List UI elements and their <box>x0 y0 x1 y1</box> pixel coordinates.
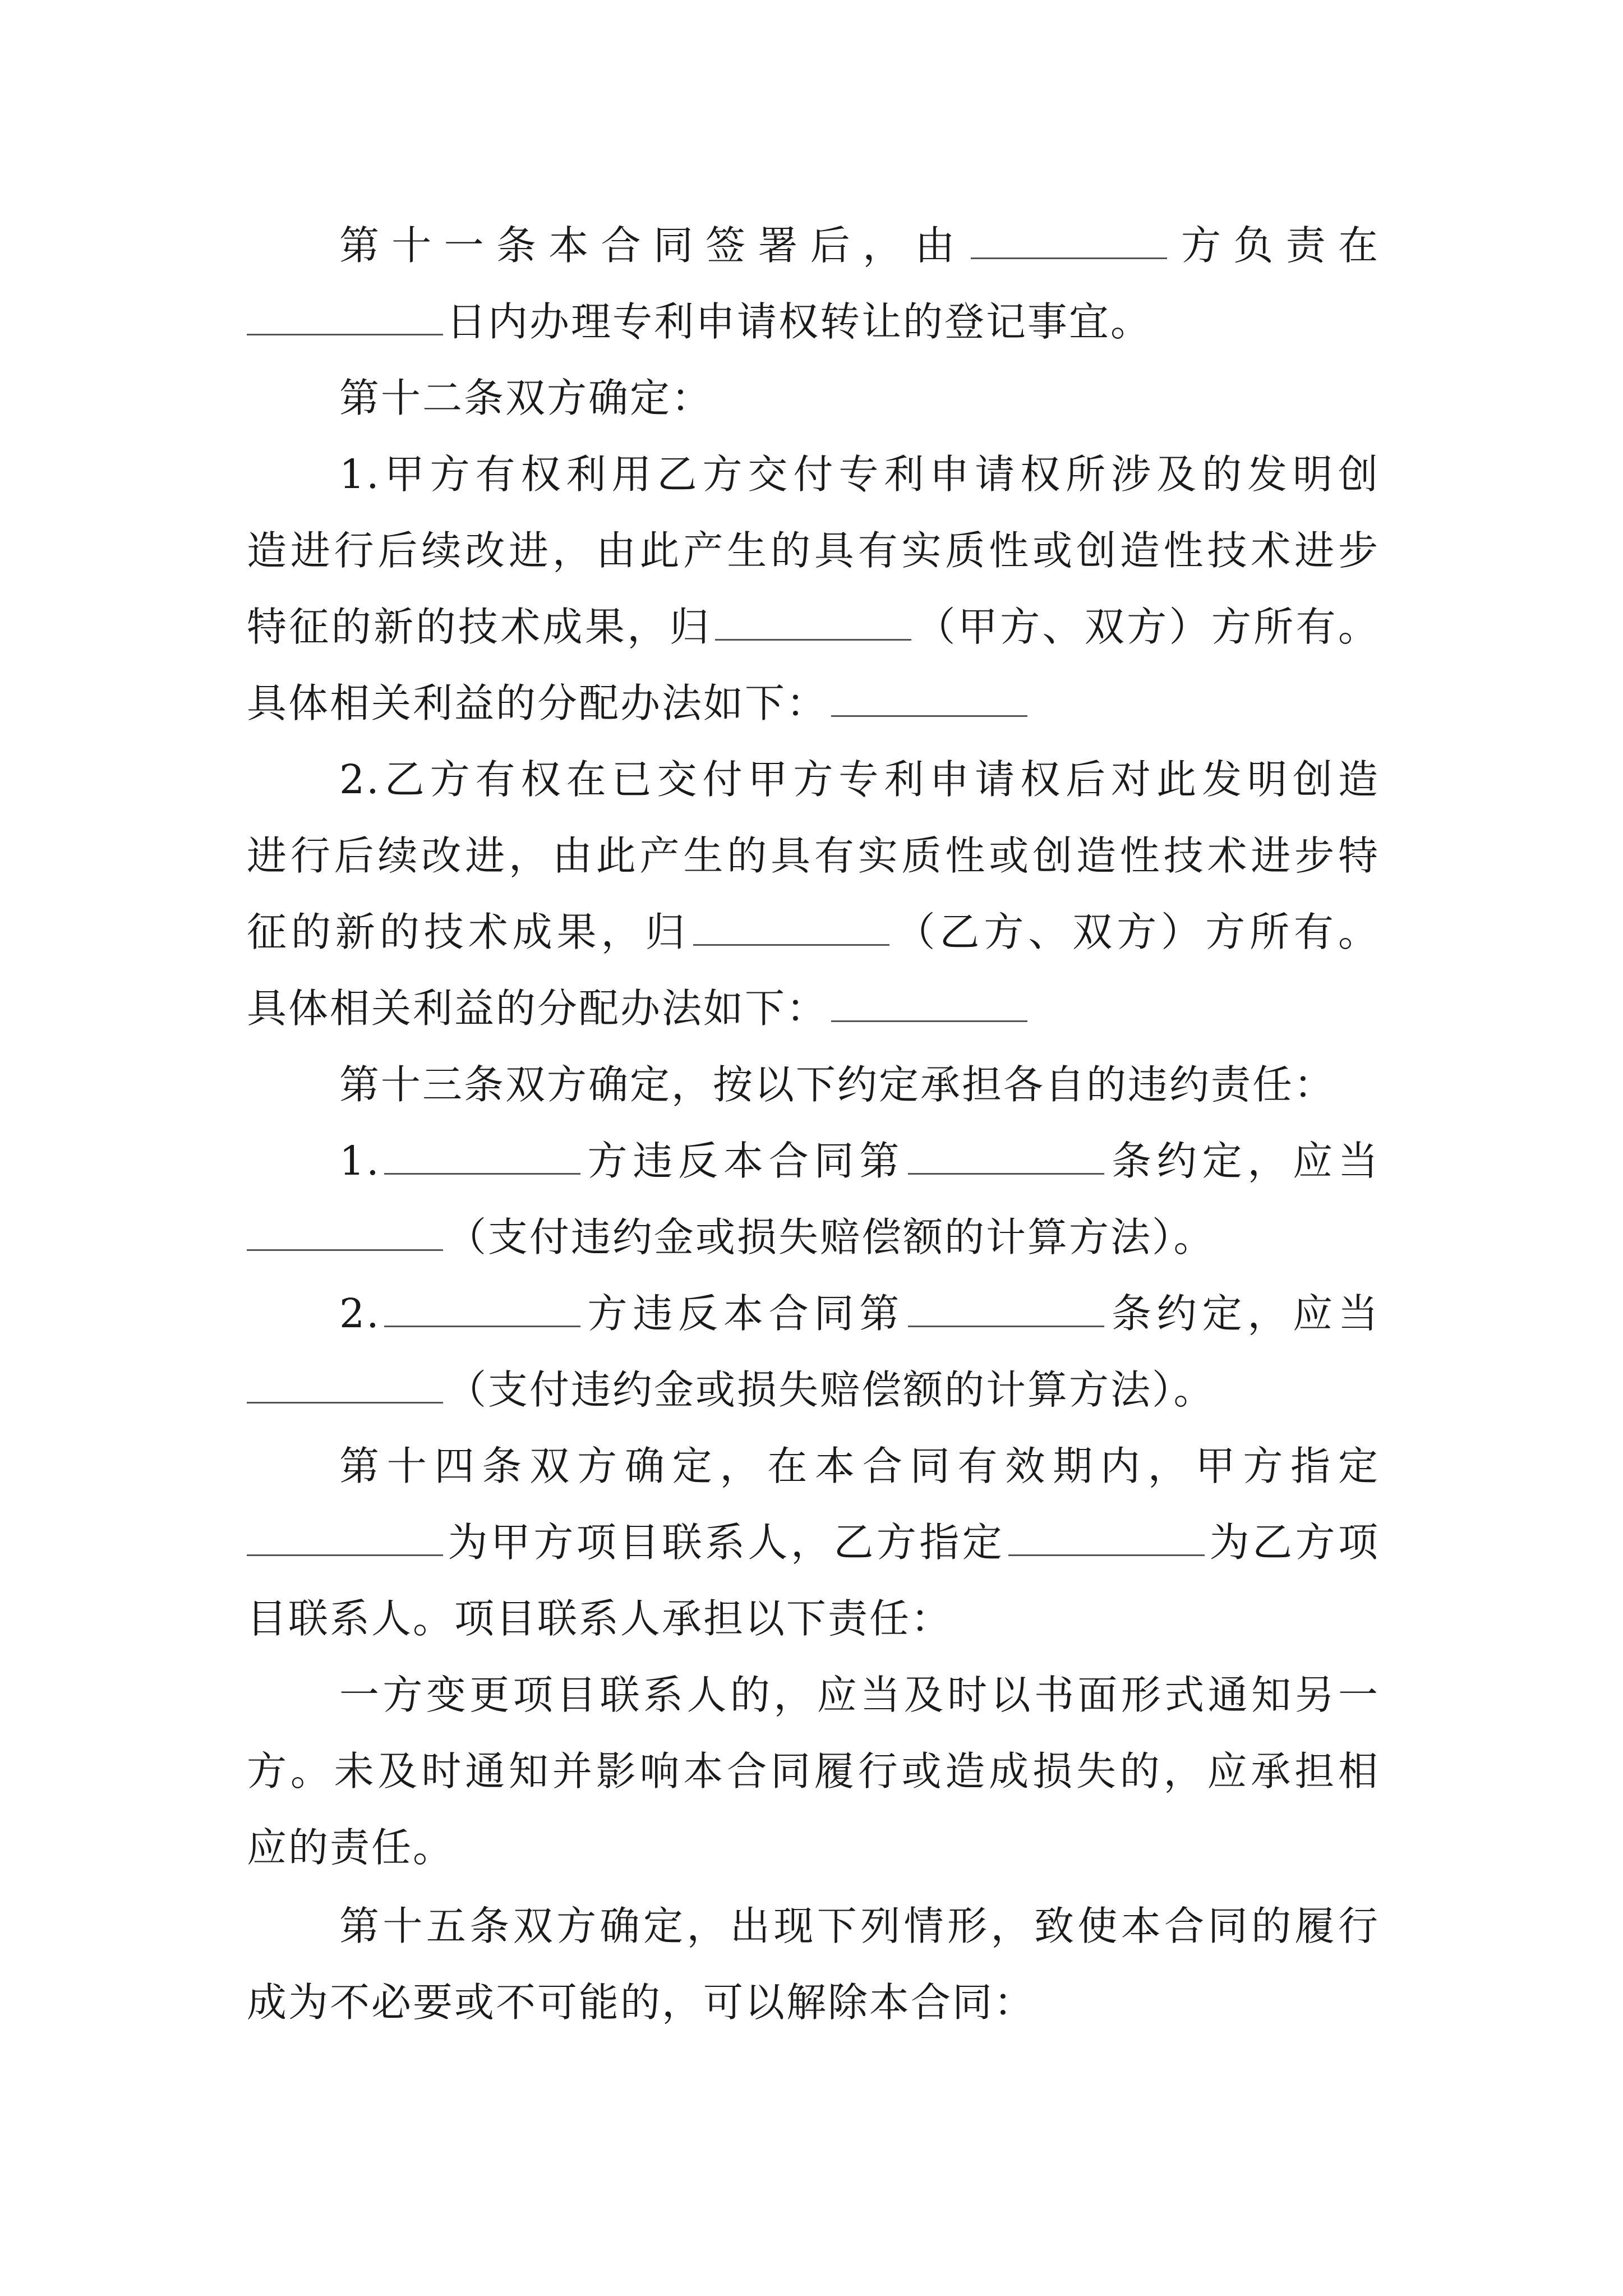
clause-heading: 第十三条双方确定，按以下约定承担各自的违约责任： <box>339 1061 1336 1108</box>
text-line: 1. 方违反本合同第 条约定，应当 <box>339 1138 1380 1184</box>
fill-blank[interactable] <box>693 910 889 946</box>
text-line: 一方变更项目联系人的，应当及时以书面形式通知另一 <box>339 1672 1380 1718</box>
text-line: 日内办理专利申请权转让的登记事宜。 <box>247 284 1380 360</box>
clause-11 <box>247 208 1380 360</box>
clause-heading: 第十二条双方确定： <box>339 375 713 421</box>
clause-heading: 第十四条双方确定，在本合同有效期内，甲方指定 <box>339 1443 1380 1489</box>
text-line: 方。未及时通知并影响本合同履行或造成损失的，应承担相 <box>247 1748 1380 1795</box>
text-line: 进行后续改进，由此产生的具有实质性或创造性技术进步特 <box>247 832 1380 879</box>
fill-blank[interactable] <box>908 1292 1104 1327</box>
fill-blank[interactable] <box>908 1139 1104 1175</box>
text-line: 2.乙方有权在已交付甲方专利申请权后对此发明创造 <box>339 756 1380 803</box>
text-line: 具体相关利益的分配办法如下： <box>247 970 1380 1047</box>
text-line: 第十一条本合同签署后，由 方负责在 <box>339 222 1380 269</box>
text-line: 造进行后续改进，由此产生的具有实质性或创造性技术进步 <box>247 527 1380 574</box>
text-line: 特征的新的技术成果，归 （甲方、双方）方所有。 <box>247 604 1380 650</box>
text-line: 2. 方违反本合同第 条约定，应当 <box>339 1290 1380 1337</box>
fill-blank[interactable] <box>384 1139 580 1175</box>
clause-heading: 第十五条双方确定，出现下列情形，致使本合同的履行 <box>339 1903 1380 1949</box>
text-line: （支付违约金或损失赔偿额的计算方法）。 <box>247 1352 1380 1428</box>
text-line: 征的新的技术成果，归 （乙方、双方）方所有。 <box>247 909 1380 955</box>
clause-14 <box>247 1428 1380 1886</box>
fill-blank[interactable] <box>1008 1521 1205 1556</box>
text-line: 1.甲方有权利用乙方交付专利申请权所涉及的发明创 <box>339 451 1380 498</box>
fill-blank[interactable] <box>384 1292 580 1327</box>
clause-13 <box>247 1047 1380 1428</box>
text-line: （支付违约金或损失赔偿额的计算方法）。 <box>247 1199 1380 1276</box>
text-line: 目联系人。项目联系人承担以下责任： <box>247 1595 953 1642</box>
text-line: 成为不必要或不可能的，可以解除本合同： <box>247 1979 1036 2026</box>
fill-blank[interactable] <box>247 1368 443 1404</box>
text-line: 为甲方项目联系人，乙方指定 为乙方项 <box>247 1504 1380 1581</box>
fill-blank[interactable] <box>831 987 1027 1022</box>
clause-12 <box>247 360 1380 1047</box>
fill-blank[interactable] <box>971 224 1167 259</box>
fill-blank[interactable] <box>247 1521 443 1556</box>
clause-15 <box>247 1888 1380 2041</box>
fill-blank[interactable] <box>247 300 443 335</box>
fill-blank[interactable] <box>715 605 911 641</box>
text-line: 应的责任。 <box>247 1824 455 1871</box>
fill-blank[interactable] <box>247 1216 443 1251</box>
fill-blank[interactable] <box>831 682 1027 717</box>
text-line: 具体相关利益的分配办法如下： <box>247 665 1380 742</box>
